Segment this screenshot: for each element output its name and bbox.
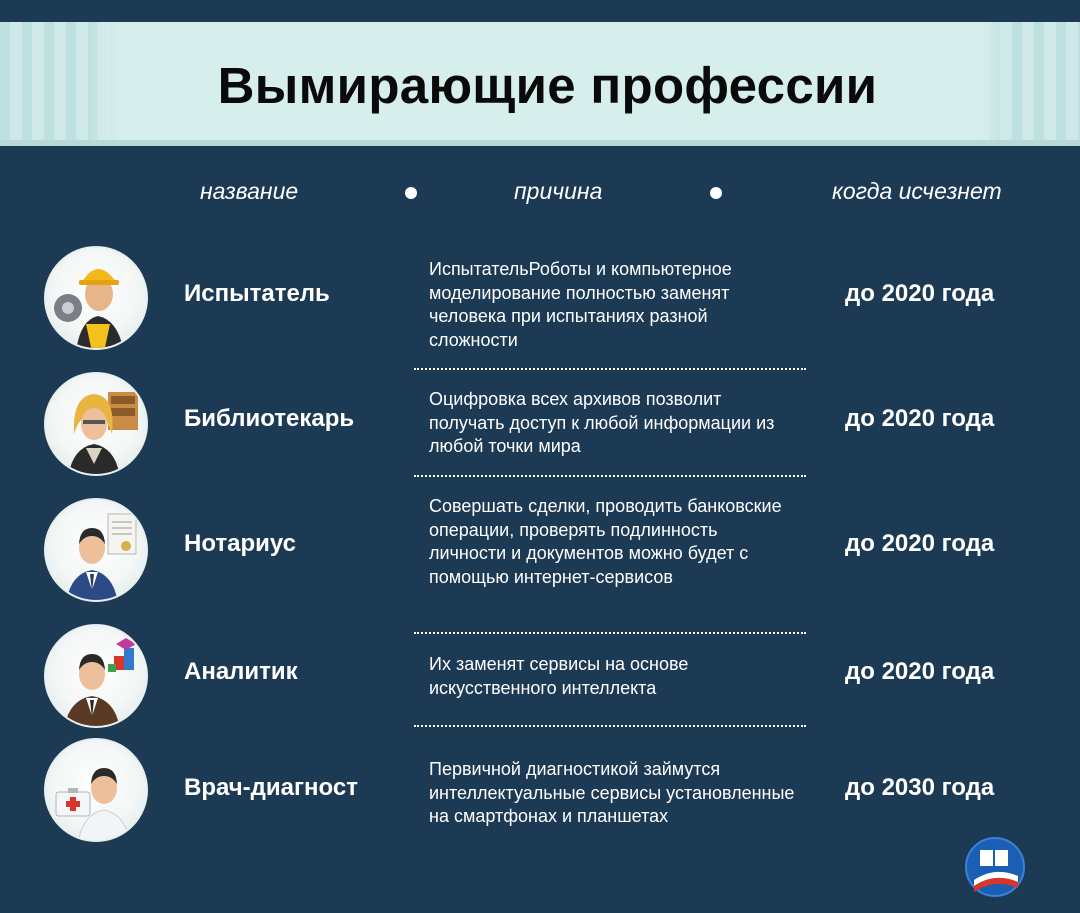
disappearance-date: до 2020 года (845, 405, 995, 432)
column-header-reason: причина (514, 178, 603, 204)
profession-reason: ИспытательРоботы и компьютерное моделирование полностью заменят человека при испытаниях разной сложности (429, 259, 732, 350)
tester-icon (44, 246, 148, 350)
disappearance-date: до 2020 года (845, 658, 995, 685)
top-strip (0, 0, 1080, 22)
header-bullet (405, 187, 417, 199)
notary-icon (44, 498, 148, 602)
page-title: Вымирающие профессии (217, 57, 878, 114)
profession-name: Аналитик (184, 658, 298, 685)
profession-reason: Оцифровка всех архивов позволит получать доступ к любой информации из любой точки мира (429, 389, 775, 456)
analyst-icon (44, 624, 148, 728)
row-divider (414, 368, 806, 370)
profession-reason: Их заменят сервисы на основе искусственного интеллекта (429, 654, 689, 698)
doctor-icon (44, 738, 148, 842)
book-flag-logo-icon (962, 836, 1028, 898)
header-bullet (710, 187, 722, 199)
row-divider (414, 725, 806, 727)
profession-name: Библиотекарь (184, 405, 355, 432)
profession-name: Нотариус (184, 530, 297, 557)
column-header-when: когда исчезнет (832, 178, 1002, 204)
disappearance-date: до 2020 года (845, 530, 995, 557)
row-divider (414, 475, 806, 477)
disappearance-date: до 2020 года (845, 280, 995, 307)
librarian-icon (44, 372, 148, 476)
profession-name: Испытатель (184, 280, 330, 307)
banner-bottom-edge (0, 140, 1080, 146)
column-header-name: название (200, 178, 299, 204)
disappearance-date: до 2030 года (845, 774, 995, 801)
profession-reason: Первичной диагностикой займутся интеллектуальные сервисы установленные на смартфонах и планшетах (429, 759, 795, 826)
profession-reason: Совершать сделки, проводить банковские операции, проверять подлинность личности и документов можно будет с помощью интернет-сервисов (429, 496, 782, 587)
row-divider (414, 632, 806, 634)
profession-name: Врач-диагност (184, 774, 358, 801)
